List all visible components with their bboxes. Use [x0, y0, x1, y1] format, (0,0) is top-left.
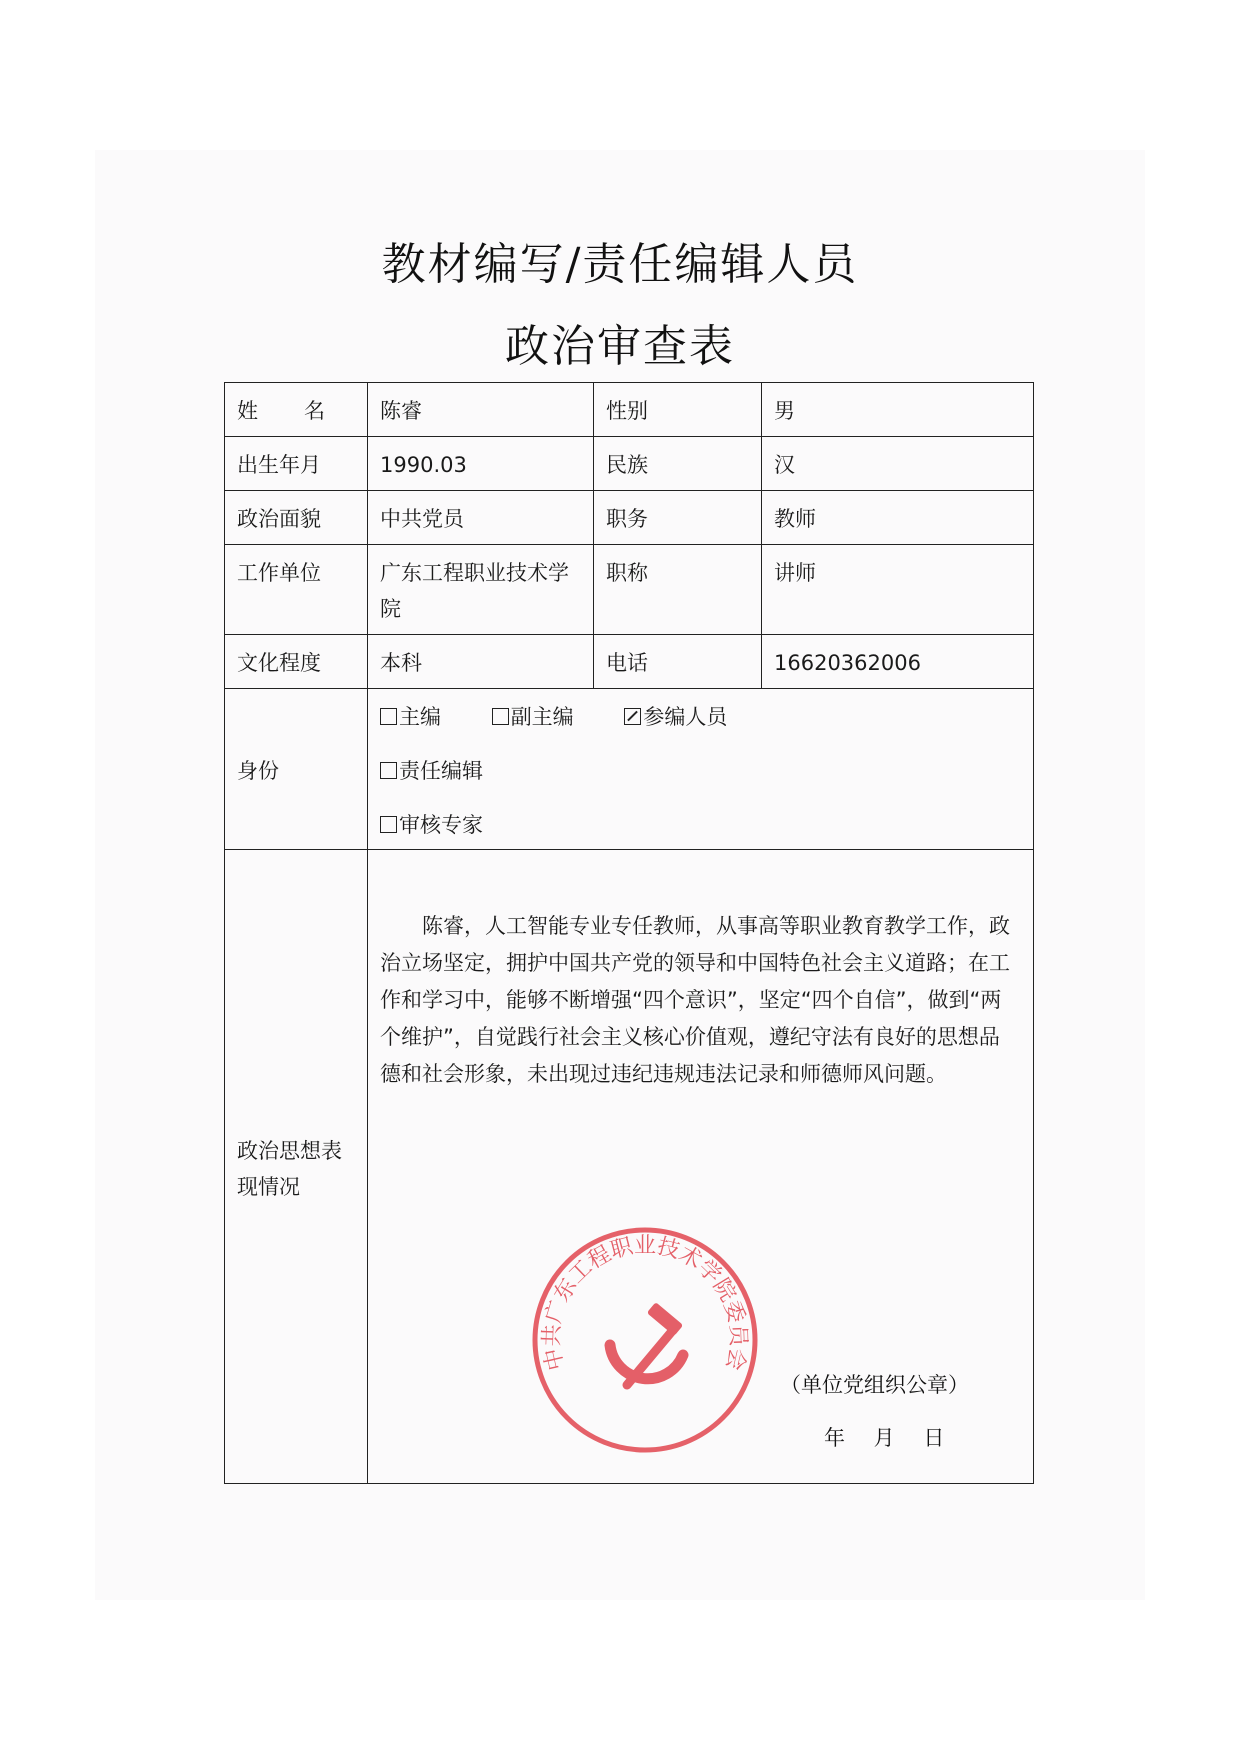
name-value: 陈睿: [368, 383, 594, 437]
seal-ring-text: 中共广东工程职业技术学院委员会: [539, 1233, 751, 1373]
checkbox-icon[interactable]: [380, 816, 397, 833]
identity-options: [368, 689, 1034, 850]
birth-label: 出生年月: [225, 437, 368, 491]
checkbox-checked-icon[interactable]: [624, 708, 641, 725]
checkbox-icon[interactable]: [380, 762, 397, 779]
employer-value: 广东工程职业技术学院: [368, 545, 594, 635]
post-value: 教师: [762, 491, 1034, 545]
seal-caption: （单位党组织公章）: [780, 1373, 969, 1397]
name-label: [225, 383, 368, 437]
professional-title-label: 职称: [594, 545, 762, 635]
professional-title-value: 讲师: [762, 545, 1034, 635]
checkbox-icon[interactable]: [492, 708, 509, 725]
post-label: 职务: [594, 491, 762, 545]
form-title-line2: 政治审查表: [505, 321, 735, 372]
education-label: 文化程度: [225, 635, 368, 689]
employer-label: 工作单位: [225, 545, 368, 635]
gender-label: 性别: [594, 383, 762, 437]
identity-option-responsible-editor[interactable]: 责任编辑: [380, 753, 483, 789]
identity-option-review-expert[interactable]: 审核专家: [380, 807, 483, 843]
political-label: 政治面貌: [225, 491, 368, 545]
hammer-sickle-icon: [610, 1302, 683, 1385]
ethnicity-label: 民族: [594, 437, 762, 491]
phone-label: 电话: [594, 635, 762, 689]
name-label-char1: 姓: [237, 399, 258, 423]
ideology-statement: 陈睿，人工智能专业专任教师，从事高等职业教育教学工作，政治立场坚定，拥护中国共产党的领导和中国特色社会主义道路；在工作和学习中，能够不断增强“四个意识”，坚定“四个自信”，做到“两个维护”，自觉践行社会主义核心价值观，遵纪守法有良好的思想品德和社会形象，未出现过违纪违规违法记录和师德师风问题。: [380, 914, 1010, 1086]
identity-option-chief-editor[interactable]: 主编: [380, 699, 441, 735]
name-label-char2: 名: [304, 399, 325, 423]
identity-label: 身份: [225, 689, 368, 850]
seal-date-line: 年 月 日: [824, 1426, 945, 1450]
gender-value: 男: [762, 383, 1034, 437]
education-value: 本科: [368, 635, 594, 689]
identity-option-deputy-editor[interactable]: 副主编: [492, 699, 574, 735]
political-value: 中共党员: [368, 491, 594, 545]
identity-option-contributor[interactable]: 参编人员: [624, 699, 727, 735]
checkbox-icon[interactable]: [380, 708, 397, 725]
svg-text:中共广东工程职业技术学院委员会: [540, 1233, 751, 1372]
party-seal-stamp: [525, 1220, 765, 1460]
ethnicity-value: 汉: [762, 437, 1034, 491]
ideology-label: 政治思想表现情况: [225, 850, 368, 1484]
phone-value: 16620362006: [762, 635, 1034, 689]
form-title-line1: 教材编写/责任编辑人员: [381, 239, 859, 290]
birth-value: 1990.03: [368, 437, 594, 491]
